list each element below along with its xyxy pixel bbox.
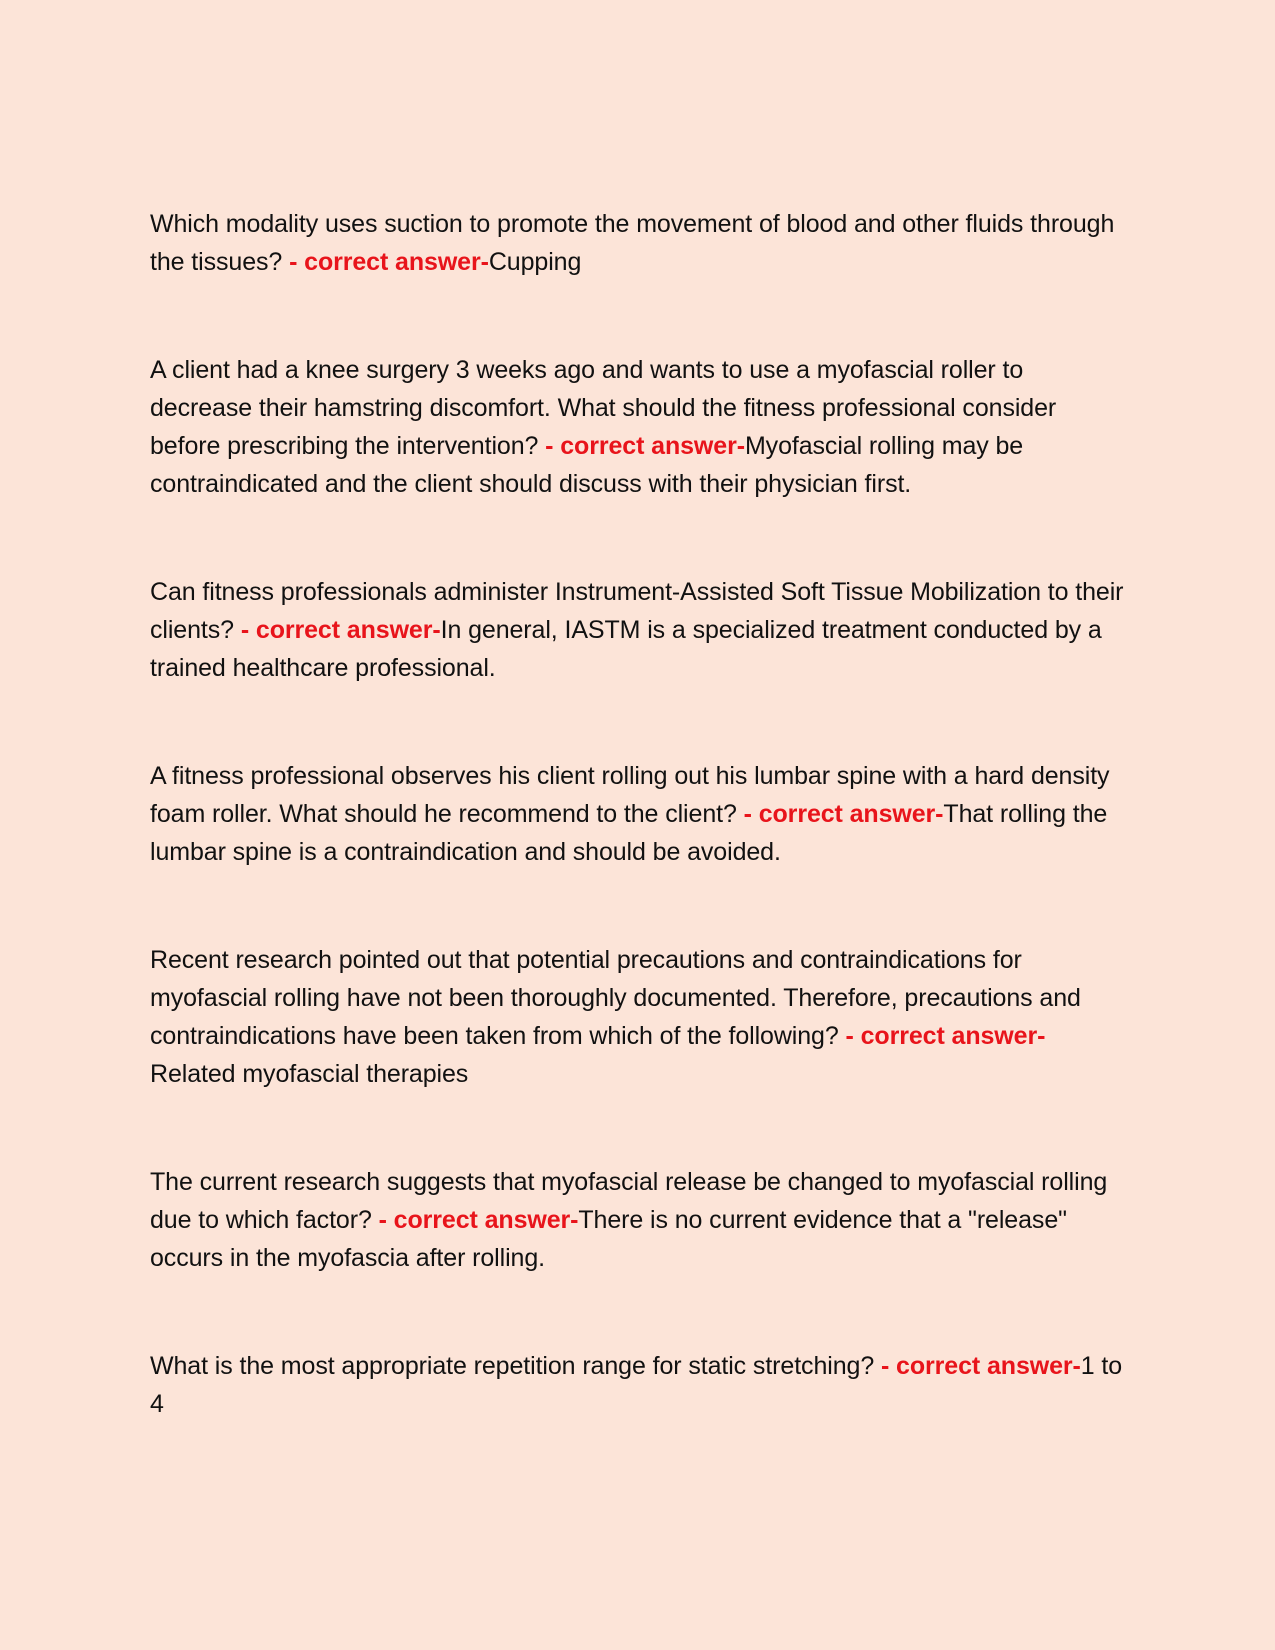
qa-item <box>150 205 1125 282</box>
answer-text: Cupping <box>488 248 582 277</box>
correct-answer-marker: - correct answer- <box>743 799 944 828</box>
correct-answer-marker: - correct answer- <box>378 1206 579 1235</box>
qa-item <box>150 1163 1125 1278</box>
question-text: A fitness professional observes his client rolling out his lumbar spine with a hard density foam roller. What should he recommend to the client? <box>150 761 1110 828</box>
question-text: What is the most appropriate repetition range for static stretching? <box>150 1351 875 1380</box>
correct-answer-marker: - correct answer- <box>845 1022 1046 1051</box>
answer-text: Related myofascial therapies <box>150 1060 469 1089</box>
document-page <box>150 205 1125 1492</box>
question-text: Recent research pointed out that potential precautions and contraindications for myofascial rolling have not been thoroughly documented. Therefore, precautions and contraindications have been taken from which of the following? <box>150 945 1081 1051</box>
answer-text: 1 to 4 <box>150 1351 1123 1418</box>
question-text: Which modality uses suction to promote the movement of blood and other fluids through the tissues? <box>150 210 1115 277</box>
qa-item <box>150 757 1125 872</box>
correct-answer-marker: - correct answer- <box>880 1351 1081 1380</box>
answer-text: That rolling the lumbar spine is a contraindication and should be avoided. <box>150 799 1108 867</box>
question-text: The current research suggests that myofascial release be changed to myofascial rolling due to which factor? <box>150 1167 1108 1235</box>
correct-answer-marker: - correct answer- <box>240 616 441 645</box>
answer-text: In general, IASTM is a specialized treatment conducted by a trained healthcare professional. <box>150 616 1102 683</box>
question-text: A client had a knee surgery 3 weeks ago and wants to use a myofascial roller to decrease their hamstring discomfort. What should the fitness professional consider before prescribing the intervention? <box>150 355 1057 461</box>
answer-text: There is no current evidence that a "release" occurs in the myofascia after rolling. <box>150 1206 1067 1273</box>
qa-item <box>150 1347 1125 1424</box>
qa-item <box>150 941 1125 1094</box>
question-text: Can fitness professionals administer Instrument-Assisted Soft Tissue Mobilization to their clients? <box>150 577 1124 645</box>
correct-answer-marker: - correct answer- <box>545 432 745 461</box>
qa-item <box>150 573 1125 688</box>
qa-item <box>150 351 1125 504</box>
answer-text: Myofascial rolling may be contraindicated and the client should discuss with their physician first. <box>150 432 1024 499</box>
correct-answer-marker: - correct answer- <box>289 248 489 277</box>
